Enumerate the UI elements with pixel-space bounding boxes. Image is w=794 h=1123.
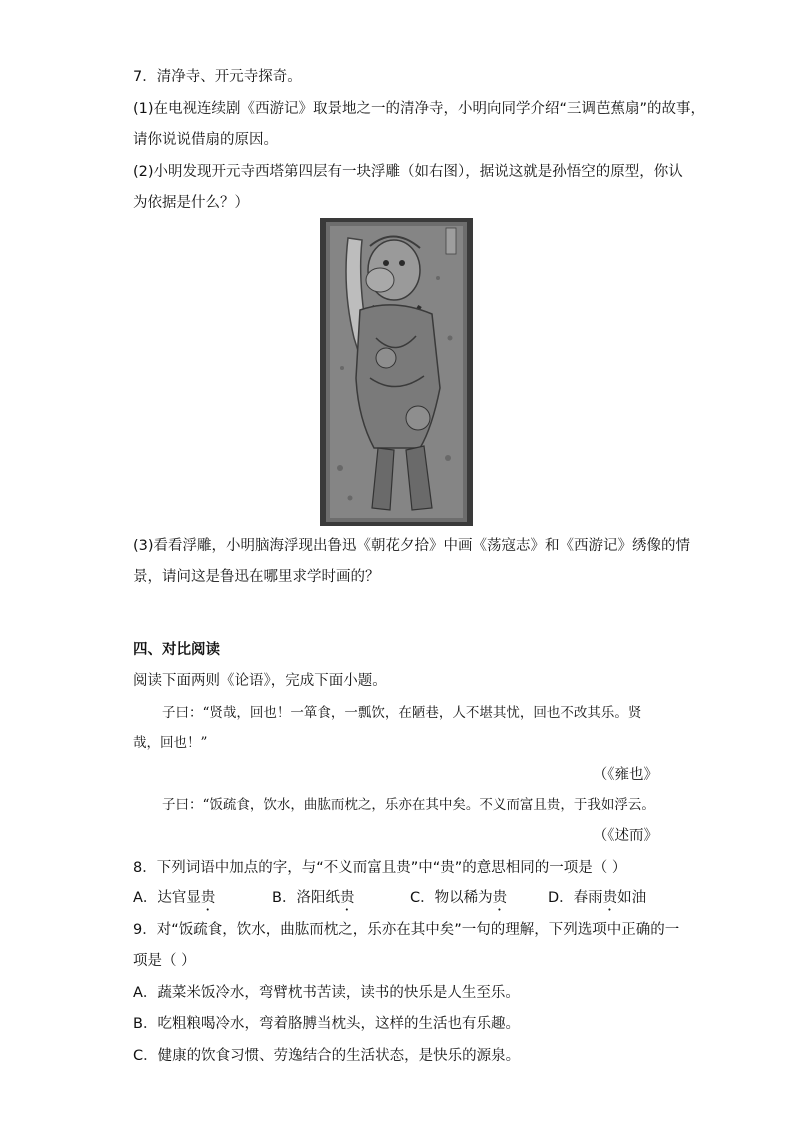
q9-option-a: A．蔬菜米饭冷水，弯臂枕书苦读，读书的快乐是人生至乐。	[133, 985, 520, 1001]
q9-stem-line1: 9．对“饭疏食，饮水，曲肱而枕之，乐亦在其中矣”一句的理解，下列选项中正确的一	[133, 922, 680, 938]
q7-part3-line2: 景，请问这是鲁迅在哪里求学时画的？	[133, 569, 380, 585]
q9-option-c: C．健康的饮食习惯、劳逸结合的生活状态，是快乐的源泉。	[133, 1048, 521, 1064]
quote-2-source: （《述而》	[592, 828, 658, 844]
quote-2: 子曰：“饭疏食，饮水，曲肱而枕之，乐亦在其中矣。不义而富且贵，于我如浮云。	[162, 797, 655, 813]
q7-part2-line2: 为依据是什么？）	[133, 195, 249, 211]
q7-part1-line2: 请你说说借扇的原因。	[133, 132, 278, 148]
q9-stem-line2: 项是（ ）	[133, 953, 196, 969]
section-heading: 四、对比阅读	[133, 642, 220, 658]
q8-stem: 8．下列词语中加点的字，与“不义而富且贵”中“贵”的意思相同的一项是（ ）	[133, 860, 627, 876]
q8-option-c: C．物以稀为贵	[410, 890, 508, 906]
q8-option-a: A．达官显贵	[133, 890, 216, 906]
emphasis-dot-char: 贵	[200, 890, 216, 906]
emphasis-dot-char: 贵	[339, 890, 355, 906]
q8-option-b: B．洛阳纸贵	[272, 890, 355, 906]
q7-part3-line1: (3)看看浮雕，小明脑海浮现出鲁迅《朝花夕拾》中画《荡寇志》和《西游记》绣像的情	[133, 538, 691, 554]
q7-part1-line1: (1)在电视连续剧《西游记》取景地之一的清净寺，小明向同学介绍“三调芭蕉扇”的故事，	[133, 101, 706, 117]
quote-1-line2: 哉，回也！”	[133, 735, 208, 751]
section-intro: 阅读下面两则《论语》，完成下面小题。	[133, 673, 387, 689]
stone-relief-image	[320, 218, 473, 526]
quote-1-line1: 子曰：“贤哉，回也！一箪食，一瓢饮，在陋巷，人不堪其忧，回也不改其乐。贤	[162, 705, 642, 721]
q7-title: 7．清净寺、开元寺探奇。	[133, 69, 302, 85]
emphasis-dot-char: 贵	[492, 890, 508, 906]
q9-option-b: B．吃粗粮喝冷水，弯着胳膊当枕头，这样的生活也有乐趣。	[133, 1016, 520, 1032]
quote-1-source: （《雍也》	[592, 767, 658, 783]
q8-option-d: D．春雨贵如油	[548, 890, 647, 906]
emphasis-dot-char: 贵	[602, 890, 618, 906]
q7-part2-line1: (2)小明发现开元寺西塔第四层有一块浮雕（如右图），据说这就是孙悟空的原型，你认	[133, 164, 683, 180]
